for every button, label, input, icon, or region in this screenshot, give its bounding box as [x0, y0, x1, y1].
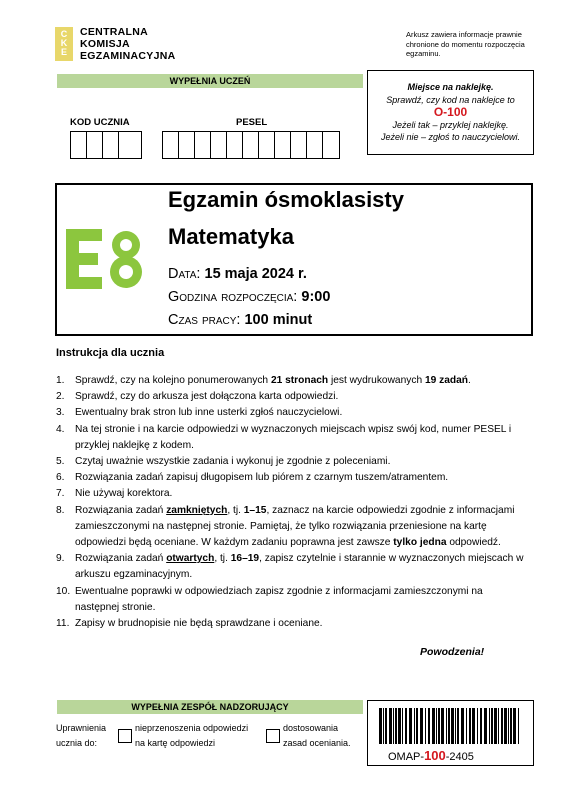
barcode-bar — [438, 708, 440, 744]
exam-start-time: Godzina rozpoczęcia: 9:00 — [168, 289, 331, 305]
rights-label: Uprawnienia ucznia do: — [56, 723, 107, 748]
instruction-item — [56, 503, 526, 552]
pesel-box[interactable] — [259, 132, 275, 158]
barcode-bar — [501, 708, 503, 744]
instruction-number: 7. — [56, 488, 65, 500]
instruction-number: 10. — [56, 585, 71, 597]
pesel-box[interactable] — [179, 132, 195, 158]
barcode-bar — [484, 708, 487, 744]
instruction-text: Nie używaj korektora. — [75, 488, 173, 500]
student-code-box[interactable] — [71, 132, 87, 158]
instruction-item — [56, 454, 526, 470]
barcode-bar — [510, 708, 512, 744]
sticker-text: Jeżeli nie – zgłoś to nauczycielowi. — [380, 132, 521, 142]
student-code-box[interactable] — [119, 132, 135, 158]
no-transfer-checkbox[interactable] — [118, 729, 132, 743]
barcode-bar — [457, 708, 459, 744]
instruction-item — [56, 405, 526, 421]
barcode-bar — [469, 708, 471, 744]
barcode-bar — [489, 708, 490, 744]
logo-mark-letter: K — [60, 38, 68, 48]
barcode-bar — [498, 708, 499, 744]
barcode-bar — [508, 708, 509, 744]
pesel-box[interactable] — [195, 132, 211, 158]
barcode-bar — [389, 708, 392, 744]
instruction-text: Ewentualny brak stron lub inne usterki zgłoś nauczycielowi. — [75, 407, 343, 419]
instruction-item — [56, 470, 526, 486]
barcode-bar — [446, 708, 447, 744]
instruction-number: 3. — [56, 407, 65, 419]
student-section-bar: WYPEŁNIA UCZEŃ — [57, 74, 363, 88]
barcode-bar — [405, 708, 407, 744]
barcode-bar — [409, 708, 412, 744]
barcode-bar — [491, 708, 493, 744]
instruction-item — [56, 373, 526, 389]
barcode-bar — [420, 708, 423, 744]
barcode-bar — [416, 708, 418, 744]
logo-line: CENTRALNA — [80, 26, 149, 38]
sticker-title: Miejsce na naklejkę. — [407, 82, 494, 92]
instruction-text: Rozwiązania zadań zamkniętych, tj. 1–15, zaznacz na karcie odpowiedzi zgodnie z informacjami zamieszczonymi na następnej stronie. Pamiętaj, że tylko rozwiązania przeniesione na kartę odpowiedzi będą oceniane. W każdym zadaniu poprawna jest zawsze tylko jedna odpowiedź. — [75, 504, 515, 549]
exam-title: Egzamin ósmoklasisty — [168, 187, 404, 212]
instruction-item — [56, 584, 526, 616]
instruction-text: Sprawdź, czy na kolejno ponumerowanych 21 stronach jest wydrukowanych 19 zadań. — [75, 375, 471, 386]
no-transfer-option: nieprzenoszenia odpowiedzi na kartę odpowiedzi — [135, 723, 249, 748]
barcode-bar — [402, 708, 403, 744]
instruction-number: 4. — [56, 423, 65, 435]
barcode-bar — [383, 708, 384, 744]
exam-subject: Matematyka — [168, 224, 294, 249]
barcode-bar — [425, 708, 426, 744]
barcode-bar — [451, 708, 454, 744]
pesel-box[interactable] — [163, 132, 179, 158]
barcode-bar — [395, 708, 397, 744]
instruction-text: Zapisy w brudnopisie nie będą sprawdzane i oceniane. — [75, 618, 323, 630]
logo-mark-letter: E — [60, 47, 67, 57]
instruction-item — [56, 616, 526, 632]
barcode-bar — [385, 708, 387, 744]
student-code-box[interactable] — [87, 132, 103, 158]
e8-logo-icon — [66, 229, 148, 294]
logo-mark-letter: C — [60, 29, 68, 39]
barcode-bar — [494, 708, 497, 744]
instruction-number: 11. — [56, 618, 70, 630]
instruction-text: Czytaj uważnie wszystkie zadania i wykonuj je zgodnie z poleceniami. — [75, 456, 391, 468]
barcode-bar — [441, 708, 444, 744]
adjust-grading-option: dostosowania zasad oceniania. — [283, 723, 351, 748]
pesel-box[interactable] — [291, 132, 307, 158]
barcode-bar — [448, 708, 450, 744]
sticker-text: Jeżeli tak – przyklej naklejkę. — [392, 119, 509, 130]
barcode-bar — [432, 708, 435, 744]
logo-line: KOMISJA — [80, 38, 130, 50]
pesel-box[interactable] — [307, 132, 323, 158]
sticker-text: Sprawdź, czy kod na naklejce to — [386, 94, 515, 105]
barcode-bar — [428, 708, 430, 744]
sticker-area[interactable] — [367, 70, 534, 155]
student-code-label: KOD UCZNIA — [70, 117, 130, 128]
barcode-bar — [398, 708, 401, 744]
pesel-box[interactable] — [275, 132, 291, 158]
instruction-item — [56, 389, 526, 405]
student-code-box[interactable] — [103, 132, 119, 158]
confidentiality-notice: Arkusz zawiera informacje prawnie chronione do momentu rozpoczęcia egzaminu. — [406, 30, 525, 58]
barcode-bar — [513, 708, 516, 744]
barcode-bar — [504, 708, 507, 744]
instruction-text: Sprawdź, czy do arkusza jest dołączona karta odpowiedzi. — [75, 391, 339, 403]
barcode-bar — [455, 708, 456, 744]
instruction-number: 2. — [56, 391, 65, 403]
pesel-box[interactable] — [323, 132, 339, 158]
instruction-number: 6. — [56, 472, 65, 484]
instruction-item — [56, 422, 526, 454]
barcode-bar — [461, 708, 464, 744]
cke-logo-text — [80, 26, 176, 62]
logo-line: EGZAMINACYJNA — [80, 50, 176, 62]
cke-logo-mark — [55, 27, 73, 61]
barcode-bar — [518, 708, 519, 744]
instruction-number: 9. — [56, 553, 65, 565]
barcode-bar — [393, 708, 394, 744]
instruction-text: Rozwiązania zadań otwartych, tj. 16–19, zapisz czytelnie i starannie w wyznaczonych miejscach w arkuszu egzaminacyjnym. — [75, 553, 524, 581]
pesel-box[interactable] — [227, 132, 243, 158]
instruction-item — [56, 486, 526, 502]
student-code-boxes[interactable] — [70, 131, 142, 159]
instruction-item — [56, 551, 526, 583]
barcode-icon — [379, 708, 522, 744]
instruction-number: 1. — [56, 375, 65, 386]
barcode-bar — [477, 708, 478, 744]
adjust-grading-checkbox[interactable] — [266, 729, 280, 743]
barcode-bar — [472, 708, 475, 744]
instruction-text: Ewentualne poprawki w odpowiedziach zapisz zgodnie z informacjami zamieszczonymi na następnej stronie. — [75, 585, 483, 613]
exam-duration: Czas pracy: 100 minut — [168, 312, 313, 328]
instructions-heading: Instrukcja dla ucznia — [56, 347, 165, 359]
pesel-boxes[interactable] — [162, 131, 340, 159]
instructions-list — [56, 373, 526, 632]
barcode-bar — [436, 708, 437, 744]
instruction-text: Na tej stronie i na karcie odpowiedzi w wyznaczonych miejscach wpisz swój kod, numer PESEL i przyklej naklejkę z kodem. — [75, 423, 512, 451]
pesel-box[interactable] — [211, 132, 227, 158]
pesel-box[interactable] — [243, 132, 259, 158]
good-luck-text: Powodzenia! — [420, 646, 485, 658]
instruction-number: 5. — [56, 456, 65, 468]
exam-date: Data: 15 maja 2024 r. — [168, 266, 307, 282]
barcode-bar — [480, 708, 482, 744]
supervisor-section-bar: WYPEŁNIA ZESPÓŁ NADZORUJĄCY — [57, 700, 363, 714]
pesel-label: PESEL — [236, 117, 268, 128]
sheet-code: OMAP-100-2405 — [388, 748, 474, 763]
sticker-code: O-100 — [433, 105, 468, 119]
barcode-bar — [379, 708, 382, 744]
instruction-number: 8. — [56, 504, 65, 516]
instruction-text: Rozwiązania zadań zapisuj długopisem lub piórem z czarnym tuszem/atramentem. — [75, 472, 449, 484]
barcode-bar — [466, 708, 467, 744]
barcode-bar — [414, 708, 415, 744]
